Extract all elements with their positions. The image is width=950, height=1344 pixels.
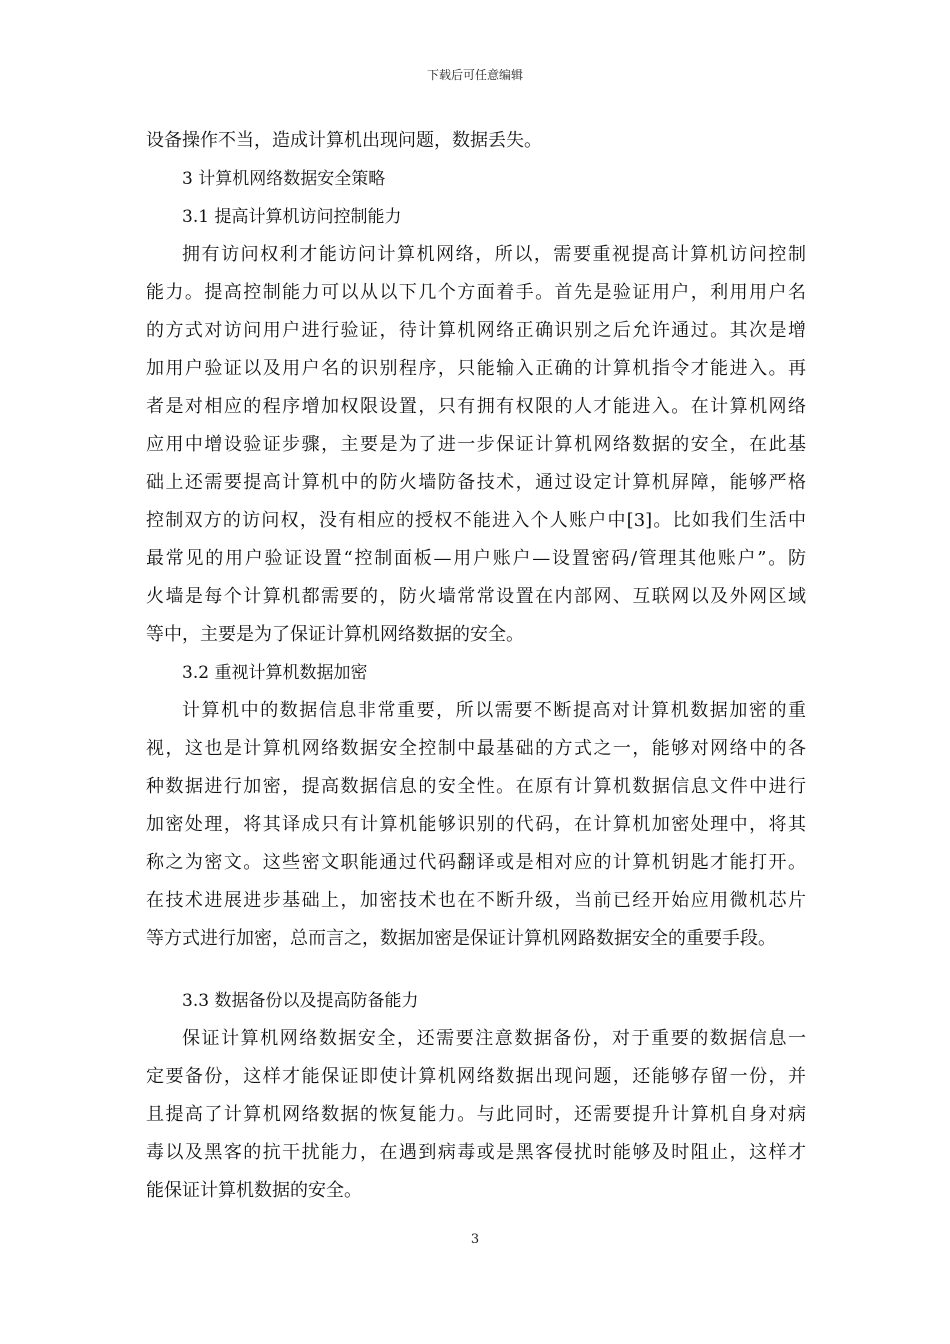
page-number: 3 <box>470 1232 480 1247</box>
section-heading: 3 计算机网络数据安全策略 <box>182 169 386 189</box>
body-line: 能保证计算机数据的安全。 <box>146 1180 362 1201</box>
body-line: 者是对相应的程序增加权限设置，只有拥有权限的人才能进入。在计算机网络 <box>146 396 806 417</box>
body-line: 定要备份，这样才能保证即使计算机网络数据出现问题，还能够存留一份，并 <box>146 1066 806 1087</box>
page-header: 下载后可任意编辑 <box>426 68 523 82</box>
body-line: 种数据进行加密，提高数据信息的安全性。在原有计算机数据信息文件中进行 <box>146 776 806 797</box>
paragraph-data-backup <box>146 1020 806 1210</box>
body-line: 计算机中的数据信息非常重要，所以需要不断提高对计算机数据加密的重 <box>182 700 806 721</box>
document-body <box>146 122 806 1210</box>
body-line: 且提高了计算机网络数据的恢复能力。与此同时，还需要提升计算机自身对病 <box>146 1104 806 1125</box>
body-line: 拥有访问权利才能访问计算机网络，所以，需要重视提高计算机访问控制 <box>182 244 806 265</box>
subsection-heading: 3.2 重视计算机数据加密 <box>182 663 368 683</box>
body-line: 等中，主要是为了保证计算机网络数据的安全。 <box>146 624 524 645</box>
body-line: 加密处理，将其译成只有计算机能够识别的代码，在计算机加密处理中，将其 <box>146 814 806 835</box>
paragraph-data-encryption <box>146 692 806 958</box>
body-line: 保证计算机网络数据安全，还需要注意数据备份，对于重要的数据信息一 <box>182 1028 806 1049</box>
body-line: 等方式进行加密，总而言之，数据加密是保证计算机网路数据安全的重要手段。 <box>146 928 776 949</box>
paragraph-spacer <box>146 958 806 982</box>
body-line: 在技术进展进步基础上，加密技术也在不断升级，当前已经开始应用微机芯片 <box>146 890 806 911</box>
body-line: 毒以及黑客的抗干扰能力，在遇到病毒或是黑客侵扰时能够及时阻止，这样才 <box>146 1142 806 1163</box>
body-line: 设备操作不当，造成计算机出现问题，数据丢失。 <box>146 130 542 151</box>
body-line: 称之为密文。这些密文职能通过代码翻译或是相对应的计算机钥匙才能打开。 <box>146 852 806 873</box>
subsection-heading: 3.1 提高计算机访问控制能力 <box>182 207 402 227</box>
body-line: 最常见的用户验证设置“控制面板—用户账户—设置密码/管理其他账户”。防 <box>146 548 806 569</box>
body-line: 应用中增设验证步骤，主要是为了进一步保证计算机网络数据的安全，在此基 <box>146 434 806 455</box>
body-line: 能力。提高控制能力可以从以下几个方面着手。首先是验证用户，利用用户名 <box>146 282 806 303</box>
body-line: 加用户验证以及用户名的识别程序，只能输入正确的计算机指令才能进入。再 <box>146 358 806 379</box>
body-line: 火墙是每个计算机都需要的，防火墙常常设置在内部网、互联网以及外网区域 <box>146 586 806 607</box>
body-line: 视，这也是计算机网络数据安全控制中最基础的方式之一，能够对网络中的各 <box>146 738 806 759</box>
body-line: 的方式对访问用户进行验证，待计算机网络正确识别之后允许通过。其次是增 <box>146 320 806 341</box>
body-line: 础上还需要提高计算机中的防火墙防备技术，通过设定计算机屏障，能够严格 <box>146 472 806 493</box>
paragraph-access-control <box>146 236 806 654</box>
subsection-heading: 3.3 数据备份以及提高防备能力 <box>182 991 419 1011</box>
body-line: 控制双方的访问权，没有相应的授权不能进入个人账户中[3]。比如我们生活中 <box>146 510 806 531</box>
